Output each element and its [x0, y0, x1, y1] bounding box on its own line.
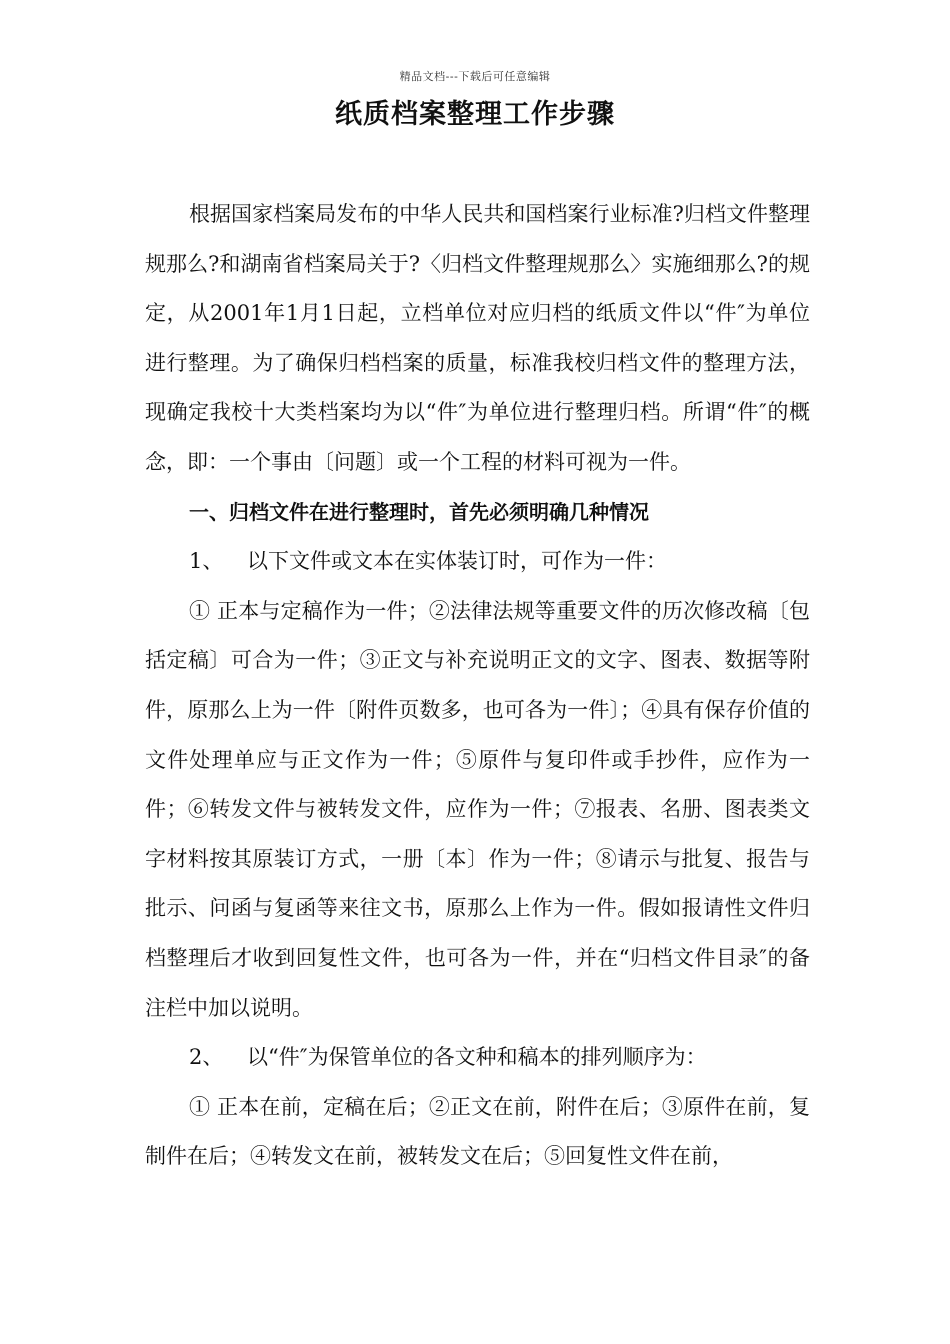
- list-item-1: [145, 537, 810, 587]
- list-item-1-number: 1、: [189, 549, 224, 574]
- section-heading: 一、归档文件在进行整理时，首先必须明确几种情况: [189, 499, 649, 524]
- list-item-2-number: 2、: [189, 1045, 224, 1070]
- list-item-1-text: 以下文件或文本在实体装订时，可作为一件：: [247, 549, 667, 574]
- list-item-1-detail: ① 正本与定稿作为一件；②法律法规等重要文件的历次修改稿〔包括定稿〕可合为一件；③正文与补充说明正文的文字、图表、数据等附件，原那么上为一件〔附件页数多，也可各为一件〕；④具有保存价值的文件处理单应与正文作为一件；⑤原件与复印件或手抄件，应作为一件；⑥转发文件与被转发文件，应作为一件；⑦报表、名册、图表类文字材料按其原装订方式，一册〔本〕作为一件；⑧请示与批复、报告与批示、问函与复函等来往文书，原那么上作为一件。假如报请性文件归档整理后才收到回复性文件，也可各为一件，并在“归档文件目录″的备注栏中加以说明。: [145, 598, 810, 1020]
- list-item-2: [145, 1033, 810, 1083]
- list-item-2-text: 以“件″为保管单位的各文种和稿本的排列顺序为：: [247, 1045, 707, 1070]
- intro-paragraph: 根据国家档案局发布的中华人民共和国档案行业标准?归档文件整理规那么?和湖南省档案局关于?〈归档文件整理规那么〉实施细那么?的规定，从2001年1月1日起，立档单位对应归档的纸质文件以“件″为单位进行整理。为了确保归档档案的质量，标准我校归档文件的整理方法，现确定我校十大类档案均为以“件″为单位进行整理归档。所谓“件″的概念，即：一个事由〔问题〕或一个工程的材料可视为一件。: [145, 202, 810, 474]
- header-note: 精品文档---下载后可任意编辑: [399, 70, 551, 83]
- list-item-2-detail: ① 正本在前，定稿在后；②正文在前，附件在后；③原件在前，复制件在后；④转发文在前，被转发文在后；⑤回复性文件在前，: [145, 1094, 810, 1169]
- document-body: [145, 190, 810, 1182]
- document-title: 纸质档案整理工作步骤: [335, 99, 615, 130]
